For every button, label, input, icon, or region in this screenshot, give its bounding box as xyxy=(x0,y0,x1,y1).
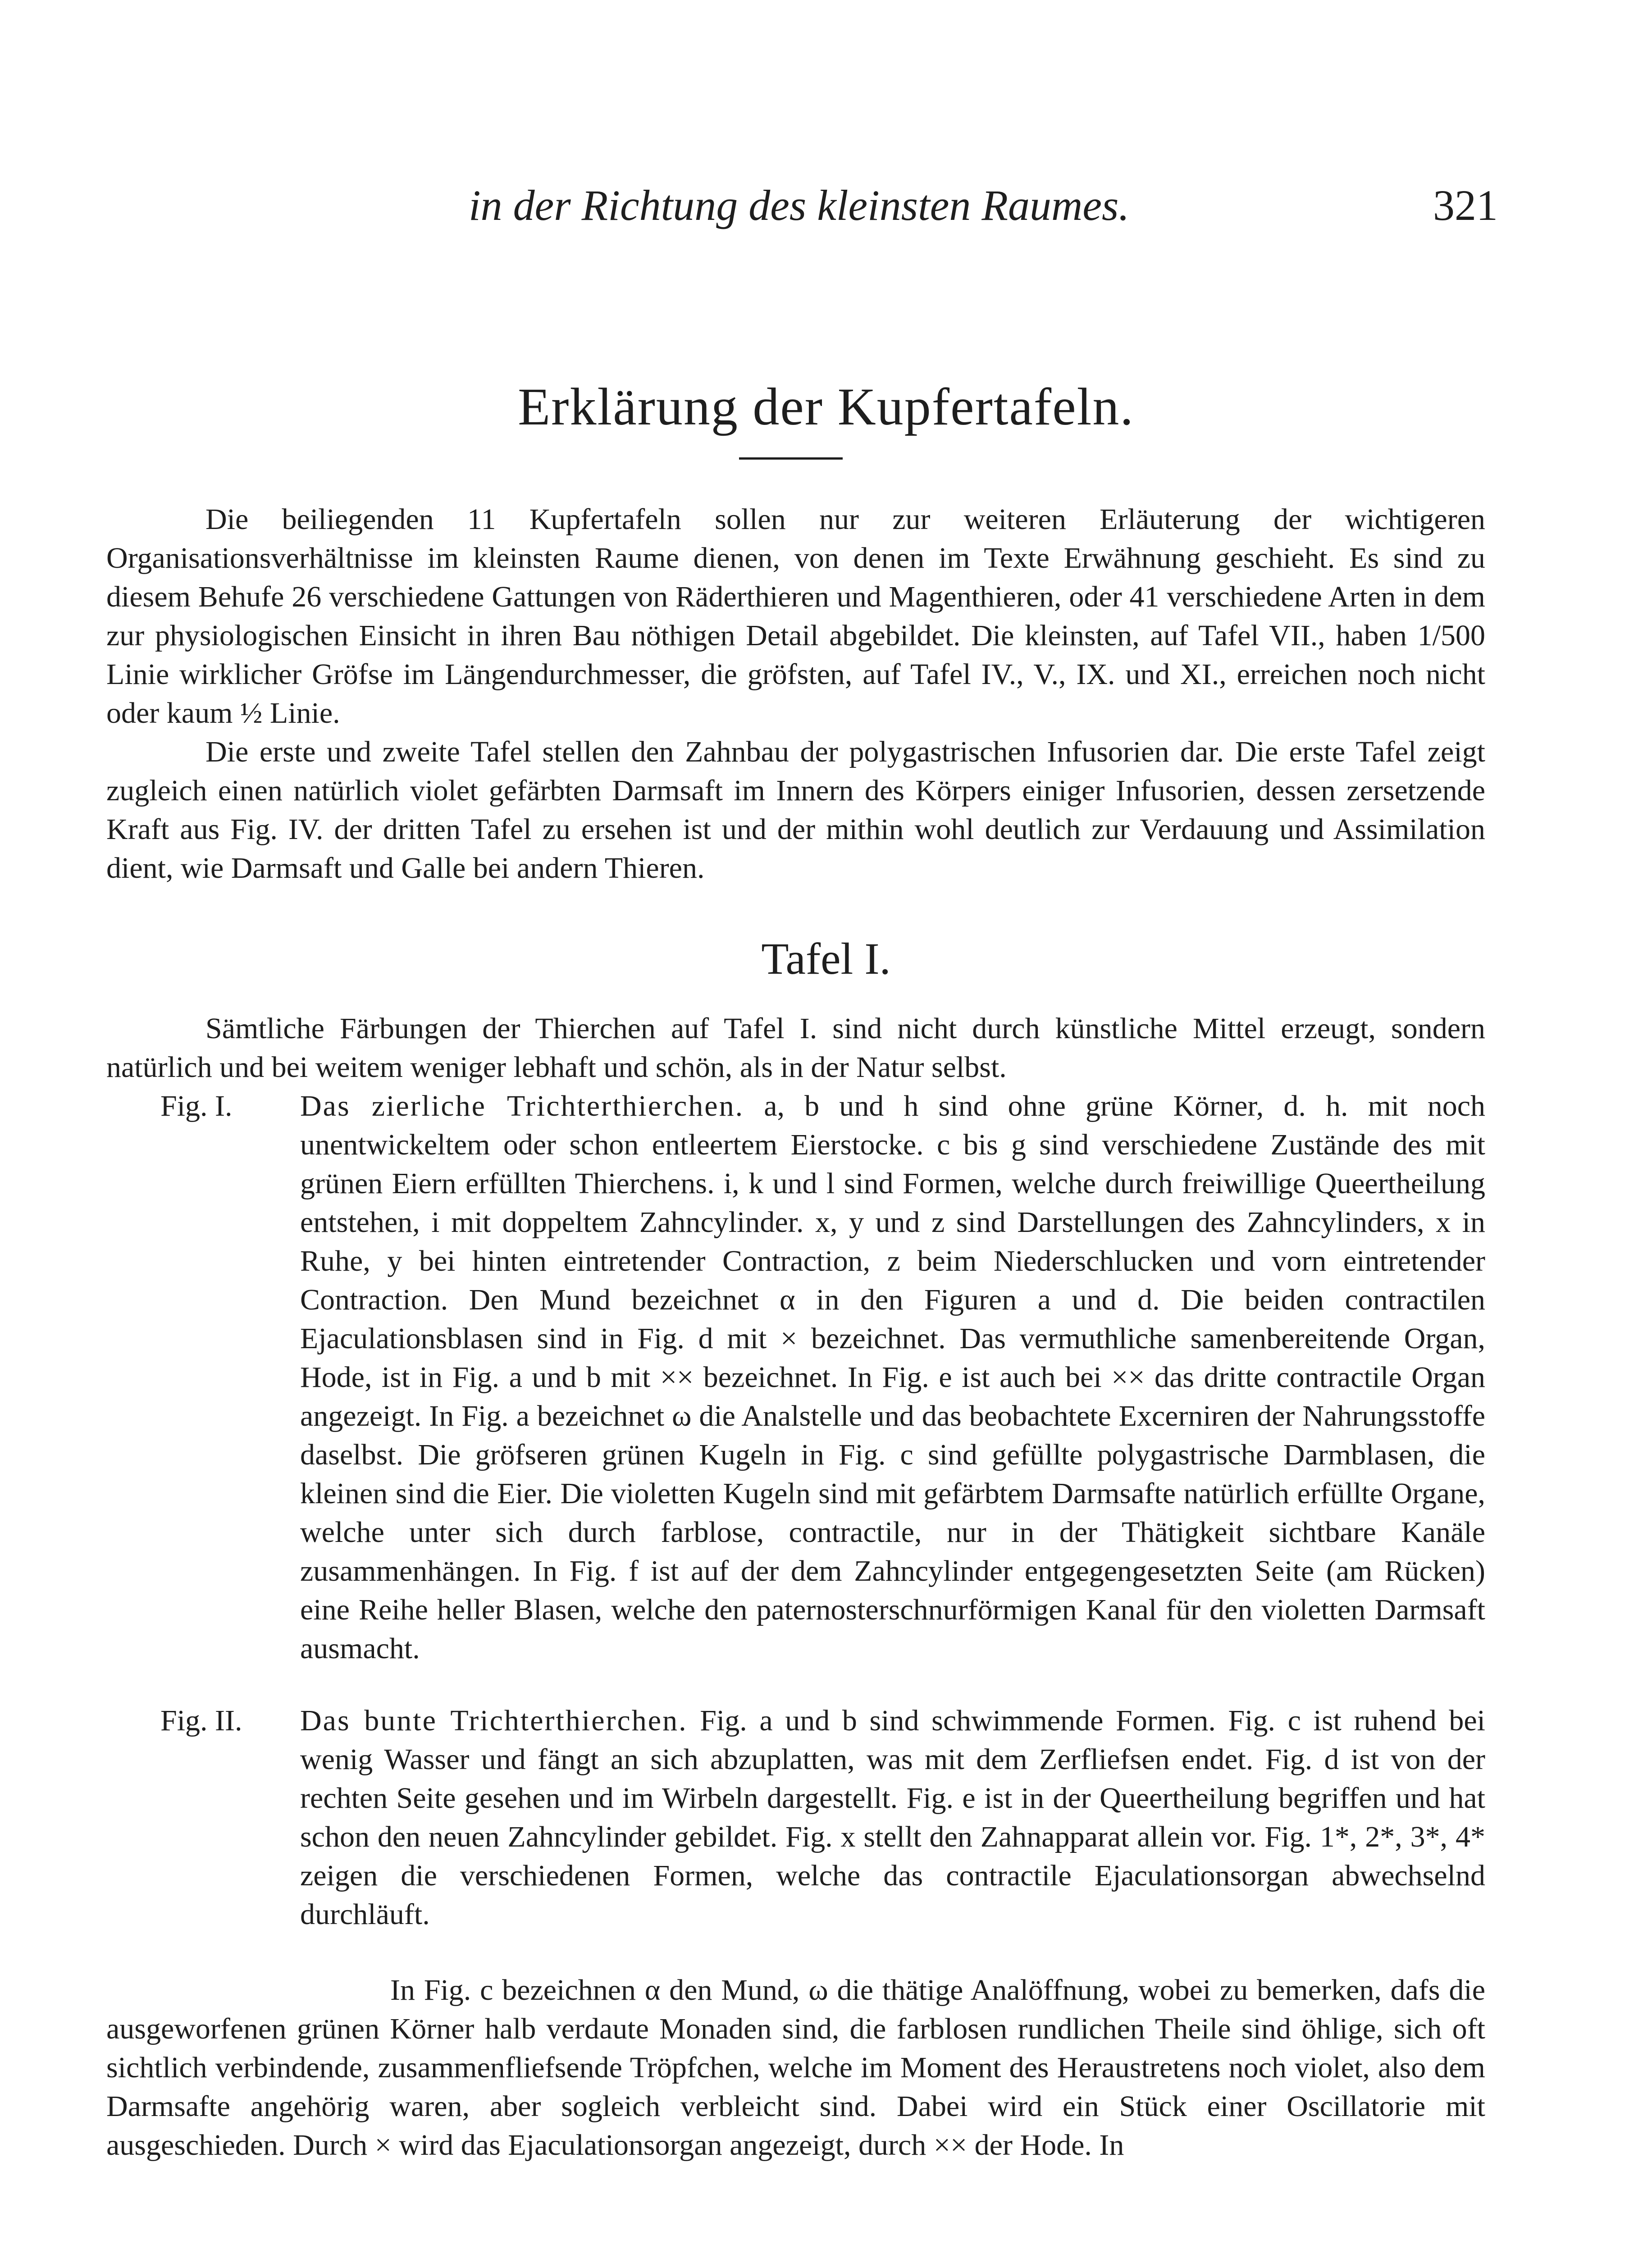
figure-label: Fig. II. xyxy=(160,1704,242,1737)
intro-text xyxy=(106,500,1485,888)
intro-paragraph: Die beiliegenden 11 Kupfertafeln sollen nur zur weiteren Erläuterung der wichtigeren Organisationsverhältnisse im kleinsten Raume dienen, von denen im Texte Erwähnung geschieht. Es sind zu diesem Behufe 26 verschiedene Gattungen von Räderthieren und Magenthieren, oder 41 verschiedene Arten in dem zur physiologischen Einsicht in ihren Bau nöthigen Detail abgebildet. Die kleinsten, auf Tafel VII., haben 1/500 Linie wirklicher Gröfse im Längendurchmesser, die gröfsten, auf Tafel IV., V., IX. und XI., erreichen noch nicht oder kaum ½ Linie. xyxy=(106,503,1485,730)
page-number: 321 xyxy=(1433,181,1498,229)
figure-title: Das zierliche Trichterthierchen. xyxy=(300,1090,744,1122)
figure-label: Fig. I. xyxy=(160,1090,233,1122)
running-head: in der Richtung des kleinsten Raumes. xyxy=(469,181,1130,229)
figure-entry xyxy=(106,1701,1485,1934)
figure-description xyxy=(300,1087,1485,1668)
page-title: Erklärung der Kupfertafeln. xyxy=(518,377,1134,436)
title-rule xyxy=(739,457,843,460)
figure-entry xyxy=(106,1087,1485,1668)
section-intro xyxy=(106,1009,1485,1087)
figure-text: Fig. a und b sind schwimmende Formen. Fig. c ist ruhend bei wenig Wasser und fängt an sich abzuplatten, was mit dem Zerfliefsen endet. Fig. d ist von der rechten Seite gesehen und im Wirbeln dargestellt. Fig. e ist in der Queertheilung begriffen und hat schon den neuen Zahncylinder gebildet. Fig. x stellt den Zahnapparat allein vor. Fig. 1*, 2*, 3*, 4* zeigen die verschiedenen Formen, welche das contractile Ejaculationsorgan abwechselnd durchläuft. xyxy=(300,1704,1486,1931)
figure-text: a, b und h sind ohne grüne Körner, d. h. mit noch unentwickeltem oder schon entleertem Eierstocke. c bis g sind verschiedene Zustände des mit grünen Eiern erfüllten Thierchens. i, k und l sind Formen, welche durch freiwillige Queertheilung entstehen, i mit doppeltem Zahncylinder. x, y und z sind Darstellungen des Zahncylinders, x in Ruhe, y bei hinten eintretender Contraction, z beim Niederschlucken und vorn eintretender Contraction. Den Mund bezeichnet α in den Figuren a und d. Die beiden contractilen Ejaculationsblasen sind in Fig. d mit × bezeichnet. Das vermuthliche samenbereitende Organ, Hode, ist in Fig. a und b mit ×× bezeichnet. In Fig. e ist auch bei ×× das dritte contractile Organ angezeigt. In Fig. a bezeichnet ω die Analstelle und das beobachtete Excerniren der Nahrungsstoffe daselbst. Die gröfseren grünen Kugeln in Fig. c sind gefüllte polygastrische Darmblasen, die kleinen sind die Eier. Die violetten Kugeln sind mit gefärbtem Darmsafte natürlich erfüllte Organe, welche unter sich durch farblose, contractile, nur in der Thätigkeit sichtbare Kanäle zusammenhängen. In Fig. f ist auf der dem Zahncylinder entgegengesetzten Seite (am Rücken) eine Reihe heller Blasen, welche den paternosterschnurförmigen Kanal für den violetten Darmsaft ausmacht. xyxy=(300,1090,1485,1665)
figure-title: Das bunte Trichterthierchen. xyxy=(300,1704,688,1737)
figure-paragraph xyxy=(106,1971,1485,2165)
intro-paragraph: Die erste und zweite Tafel stellen den Zahnbau der polygastrischen Infusorien dar. Die erste Tafel zeigt zugleich einen natürlich violet gefärbten Darmsaft im Innern des Körpers einiger Infusorien, dessen zersetzende Kraft aus Fig. IV. der dritten Tafel zu ersehen ist und der mithin wohl deutlich zur Verdauung und Assimilation dient, wie Darmsaft und Galle bei andern Thieren. xyxy=(106,735,1485,885)
section-intro-paragraph: Sämtliche Färbungen der Thierchen auf Tafel I. sind nicht durch künstliche Mittel erzeugt, sondern natürlich und bei weitem weniger lebhaft und schön, als in der Natur selbst. xyxy=(106,1012,1485,1084)
figure-paragraph-text: In Fig. c bezeichnen α den Mund, ω die thätige Analöffnung, wobei zu bemerken, dafs die ausgeworfenen grünen Körner halb verdaute Monaden sind, die farblosen rundlichen Theile sind öhlige, sich oft sichtlich verbindende, zusammenfliefsende Tröpfchen, welche im Moment des Heraustretens noch violet, also dem Darmsafte angehörig waren, aber sogleich verbleicht sind. Dabei wird ein Stück einer Oscillatorie mit ausgeschieden. Durch × wird das Ejaculationsorgan angezeigt, durch ×× der Hode. In xyxy=(106,1974,1485,2162)
section-title: Tafel I. xyxy=(761,934,891,984)
figure-description xyxy=(300,1701,1485,1934)
